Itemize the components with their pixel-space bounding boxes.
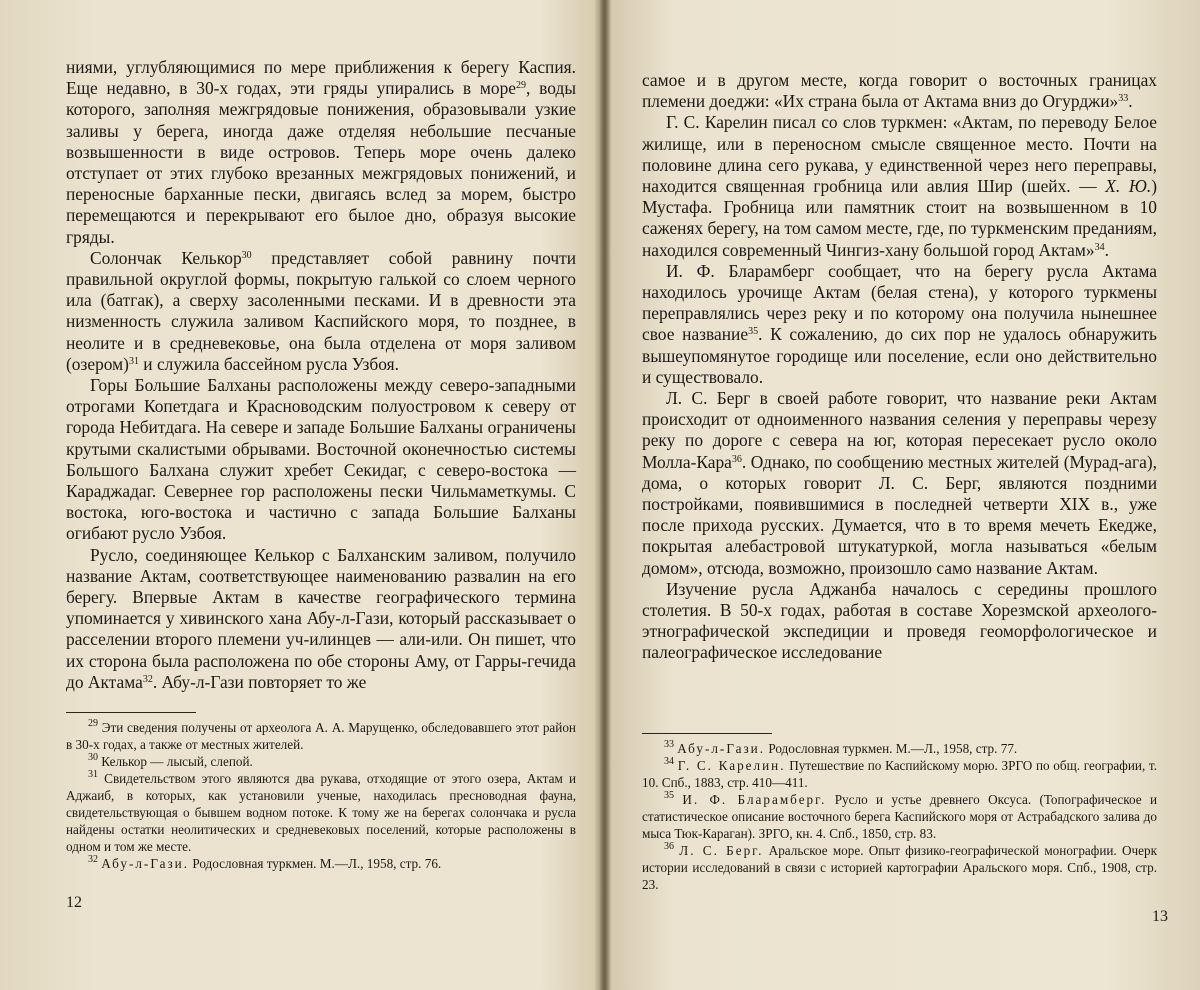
footnote (642, 740, 1157, 757)
text-run: , воды которого, заполняя межгрядовые понижения, образовывали узкие заливы у берега, иногда даже отделяя небольшие песчаные возвышенности в виде островов. Теперь море очень далеко отступает от этих глубоко врезанных межгрядовых понижений, и переносные барханные пески, двигаясь вслед за морем, быстро перемещаются и перекрывают его былое дно, образуя высокие гряды. (66, 78, 576, 247)
footnote-ref: 29 (88, 718, 98, 729)
text-run: Горы Большие Балханы расположены между северо-западными отрогами Копетдага и Красноводским полуостровом к северу от города Небитдага. На севере и западе Большие Балханы ограничены крутыми скалистыми обрывами. Восточной оконечностью системы Большого Балхана служит хребет Секидаг, с северо-востока — Караджадаг. Севернее гор расположены пески Чильмаметкумы. С востока, юго-востока и частично с запада Большие Балханы огибают русло Узбоя. (66, 375, 576, 544)
text-run: Русло, соединяющее Келькор с Балханским заливом, получило название Актам, соответствующее наименованию развалин на его берегу. Впервые Актам в качестве географического термина упоминается у хивинского хана Абу-л-Гази, который рассказывает о расселении второго племени уч-илинцев — али-или. Он пишет, что их сторона была расположена по обе стороны Аму, от Гарры-гечида до Актама (66, 544, 576, 692)
author-name: Л. С. Берг. (679, 843, 764, 858)
footnote-ref: 31 (128, 355, 139, 367)
footnote-ref: 30 (241, 249, 252, 261)
footnote-ref: 34 (1094, 241, 1105, 253)
footnote (66, 719, 576, 753)
paragraph (66, 248, 576, 375)
text-run: Эти сведения получены от археолога А. А. Марущенко, обследовавшего этот район в 30-х годах, а также от местных жителей. (66, 720, 576, 752)
author-name: Г. С. Карелин. (677, 758, 786, 773)
text-run: представляет собой равнину почти правильной округлой формы, покрытую галькой со слоем черного ила (батгак), а сверху засоленными песками. И в древности эта низменность служила заливом Каспийского моря, то позднее, в неолите и в средневековье, она была отделена от моря заливом (озером) (66, 247, 576, 374)
footnote-ref: 30 (88, 752, 98, 763)
right-page (610, 0, 1200, 990)
text-run: . (1104, 239, 1109, 260)
text-run: Изучение русла Аджанба началось с середины прошлого столетия. В 50-х годах, работая в составе Хорезмской археолого-этнографической экспедиции и проведя геоморфологическое и палеографическое исследование (642, 578, 1157, 663)
left-body-text (66, 57, 576, 693)
paragraph (642, 70, 1157, 112)
page-number: 12 (66, 894, 82, 911)
paragraph (66, 545, 576, 693)
text-run: Г. С. Карелин писал со слов туркмен: «Актам, по переводу Белое жилище, или в переносном смысле священное место. Почти на половине длина сего рукава, у единственной через него переправы, находится священная гробница или авлия Шир (шейх. — (642, 112, 1157, 197)
author-name: Абу-л-Гази. (101, 856, 190, 871)
text-run: Путешествие по Каспийскому морю. ЗРГО по общ. географии, т. 10. Спб., 1883, стр. 410—411. (642, 758, 1157, 790)
right-body-text (642, 70, 1157, 664)
text-run: Свидетельством этого являются два рукава, отходящие от этого озера, Актам и Аджаиб, в которых, как установили ученые, находилась пресноводная фауна, свидетельствующая о бывшем водном потоке. К тому же на берегах солончака и русла найдены остатки неолитических и средневековых поселений, которые расположены в одном и том же месте. (66, 771, 576, 854)
text-run: Родословная туркмен. М.—Л., 1958, стр. 76. (189, 856, 442, 871)
text-run: . К сожалению, до сих пор не удалось обнаружить вышеупомянутое городище или поселение, если оно действительно и существовало. (642, 324, 1157, 387)
footnote (642, 791, 1157, 842)
footnote (66, 770, 576, 855)
text-run: . (1128, 91, 1133, 112)
text-run: Родословная туркмен. М.—Л., 1958, стр. 77. (765, 741, 1018, 756)
footnote-ref: 36 (664, 841, 674, 852)
paragraph (66, 57, 576, 248)
paragraph (642, 112, 1157, 260)
text-run: . Однако, по сообщению местных жителей (Мурад-ага), дома, о которых говорит Л. С. Берг, являются поздними постройками, появившимися в последней четверти XIX в., уже после прихода русских. Думается, что в то время мечеть Екедже, покрытая алебастровой штукатуркой, могла называться «белым домом», отсюда, возможно, произошло само название Актам. (642, 451, 1157, 578)
footnote (642, 842, 1157, 893)
text-run: Русло и устье древнего Оксуса. (Топографическое и статистическое описание восточного берега Каспийского моря от Астрабадского залива до мыса Тюк-Караган). ЗРГО, кн. 4. Спб., 1850, стр. 83. (642, 792, 1158, 841)
text-run: Аральское море. Опыт физико-географической монографии. Очерк истории исследований в связи с историей картографии Аральского моря. Спб., 1908, стр. 23. (642, 843, 1158, 892)
text-run: ) Мустафа. Гробница или памятник стоит на возвышенном в 10 саженях берегу, на том самом месте, где, по туркменским преданиям, находился современный Чингиз-хану большой город Актам» (642, 176, 1157, 260)
text-run: Л. С. Берг в своей работе говорит, что название реки Актам происходит от одноименного названия селения у переправы черезу реку по дороге с севера на юг, которая пересекает русло около Молла-Кара (642, 388, 1157, 472)
footnote (66, 753, 576, 770)
paragraph (66, 375, 576, 545)
text-run: и служила бассейном русла Узбоя. (138, 353, 399, 374)
footnote-ref: 33 (664, 739, 674, 750)
author-name: И. Ф. Бларамберг. (682, 792, 827, 807)
paragraph (642, 579, 1157, 664)
footnote-ref: 36 (731, 453, 742, 465)
text-run: ниями, углубляющимися по мере приближения к берегу Каспия. Еще недавно, в 30-х годах, эти гряды упирались в море (66, 57, 576, 99)
left-footnotes (66, 719, 576, 872)
paragraph (642, 388, 1157, 579)
footnote-rule (642, 733, 772, 734)
footnote-ref: 32 (88, 854, 98, 865)
text-run: Солончак Келькор (90, 247, 242, 268)
footnote-rule (66, 712, 196, 713)
author-name: Абу-л-Гази. (677, 741, 766, 756)
right-footnotes (642, 740, 1157, 893)
text-run: . Абу-л-Гази повторяет то же (152, 671, 367, 692)
footnote-ref: 31 (88, 769, 98, 780)
text-run: И. Ф. Бларамберг сообщает, что на берегу русла Актама находилось урочище Актам (белая стена), у которого туркмены переправлялись через реку и по которому она получила нынешнее свое название (642, 260, 1157, 345)
footnote-ref: 35 (748, 326, 759, 338)
paragraph (642, 261, 1157, 388)
footnote-ref: 35 (664, 790, 674, 801)
italic-text: Х. Ю. (1105, 176, 1152, 197)
footnote (66, 855, 576, 872)
text-run: самое и в другом месте, когда говорит о восточных границах племени доеджи: «Их страна была от Актама вниз до Огурджи» (642, 70, 1157, 112)
footnote-ref: 29 (516, 80, 527, 92)
footnote-ref: 32 (142, 673, 153, 685)
footnote-ref: 33 (1118, 93, 1129, 105)
footnote-ref: 34 (664, 756, 674, 767)
text-run: Келькор — лысый, слепой. (98, 754, 253, 769)
footnote (642, 757, 1157, 791)
page-number: 13 (1152, 908, 1168, 925)
book-spine (600, 0, 610, 990)
